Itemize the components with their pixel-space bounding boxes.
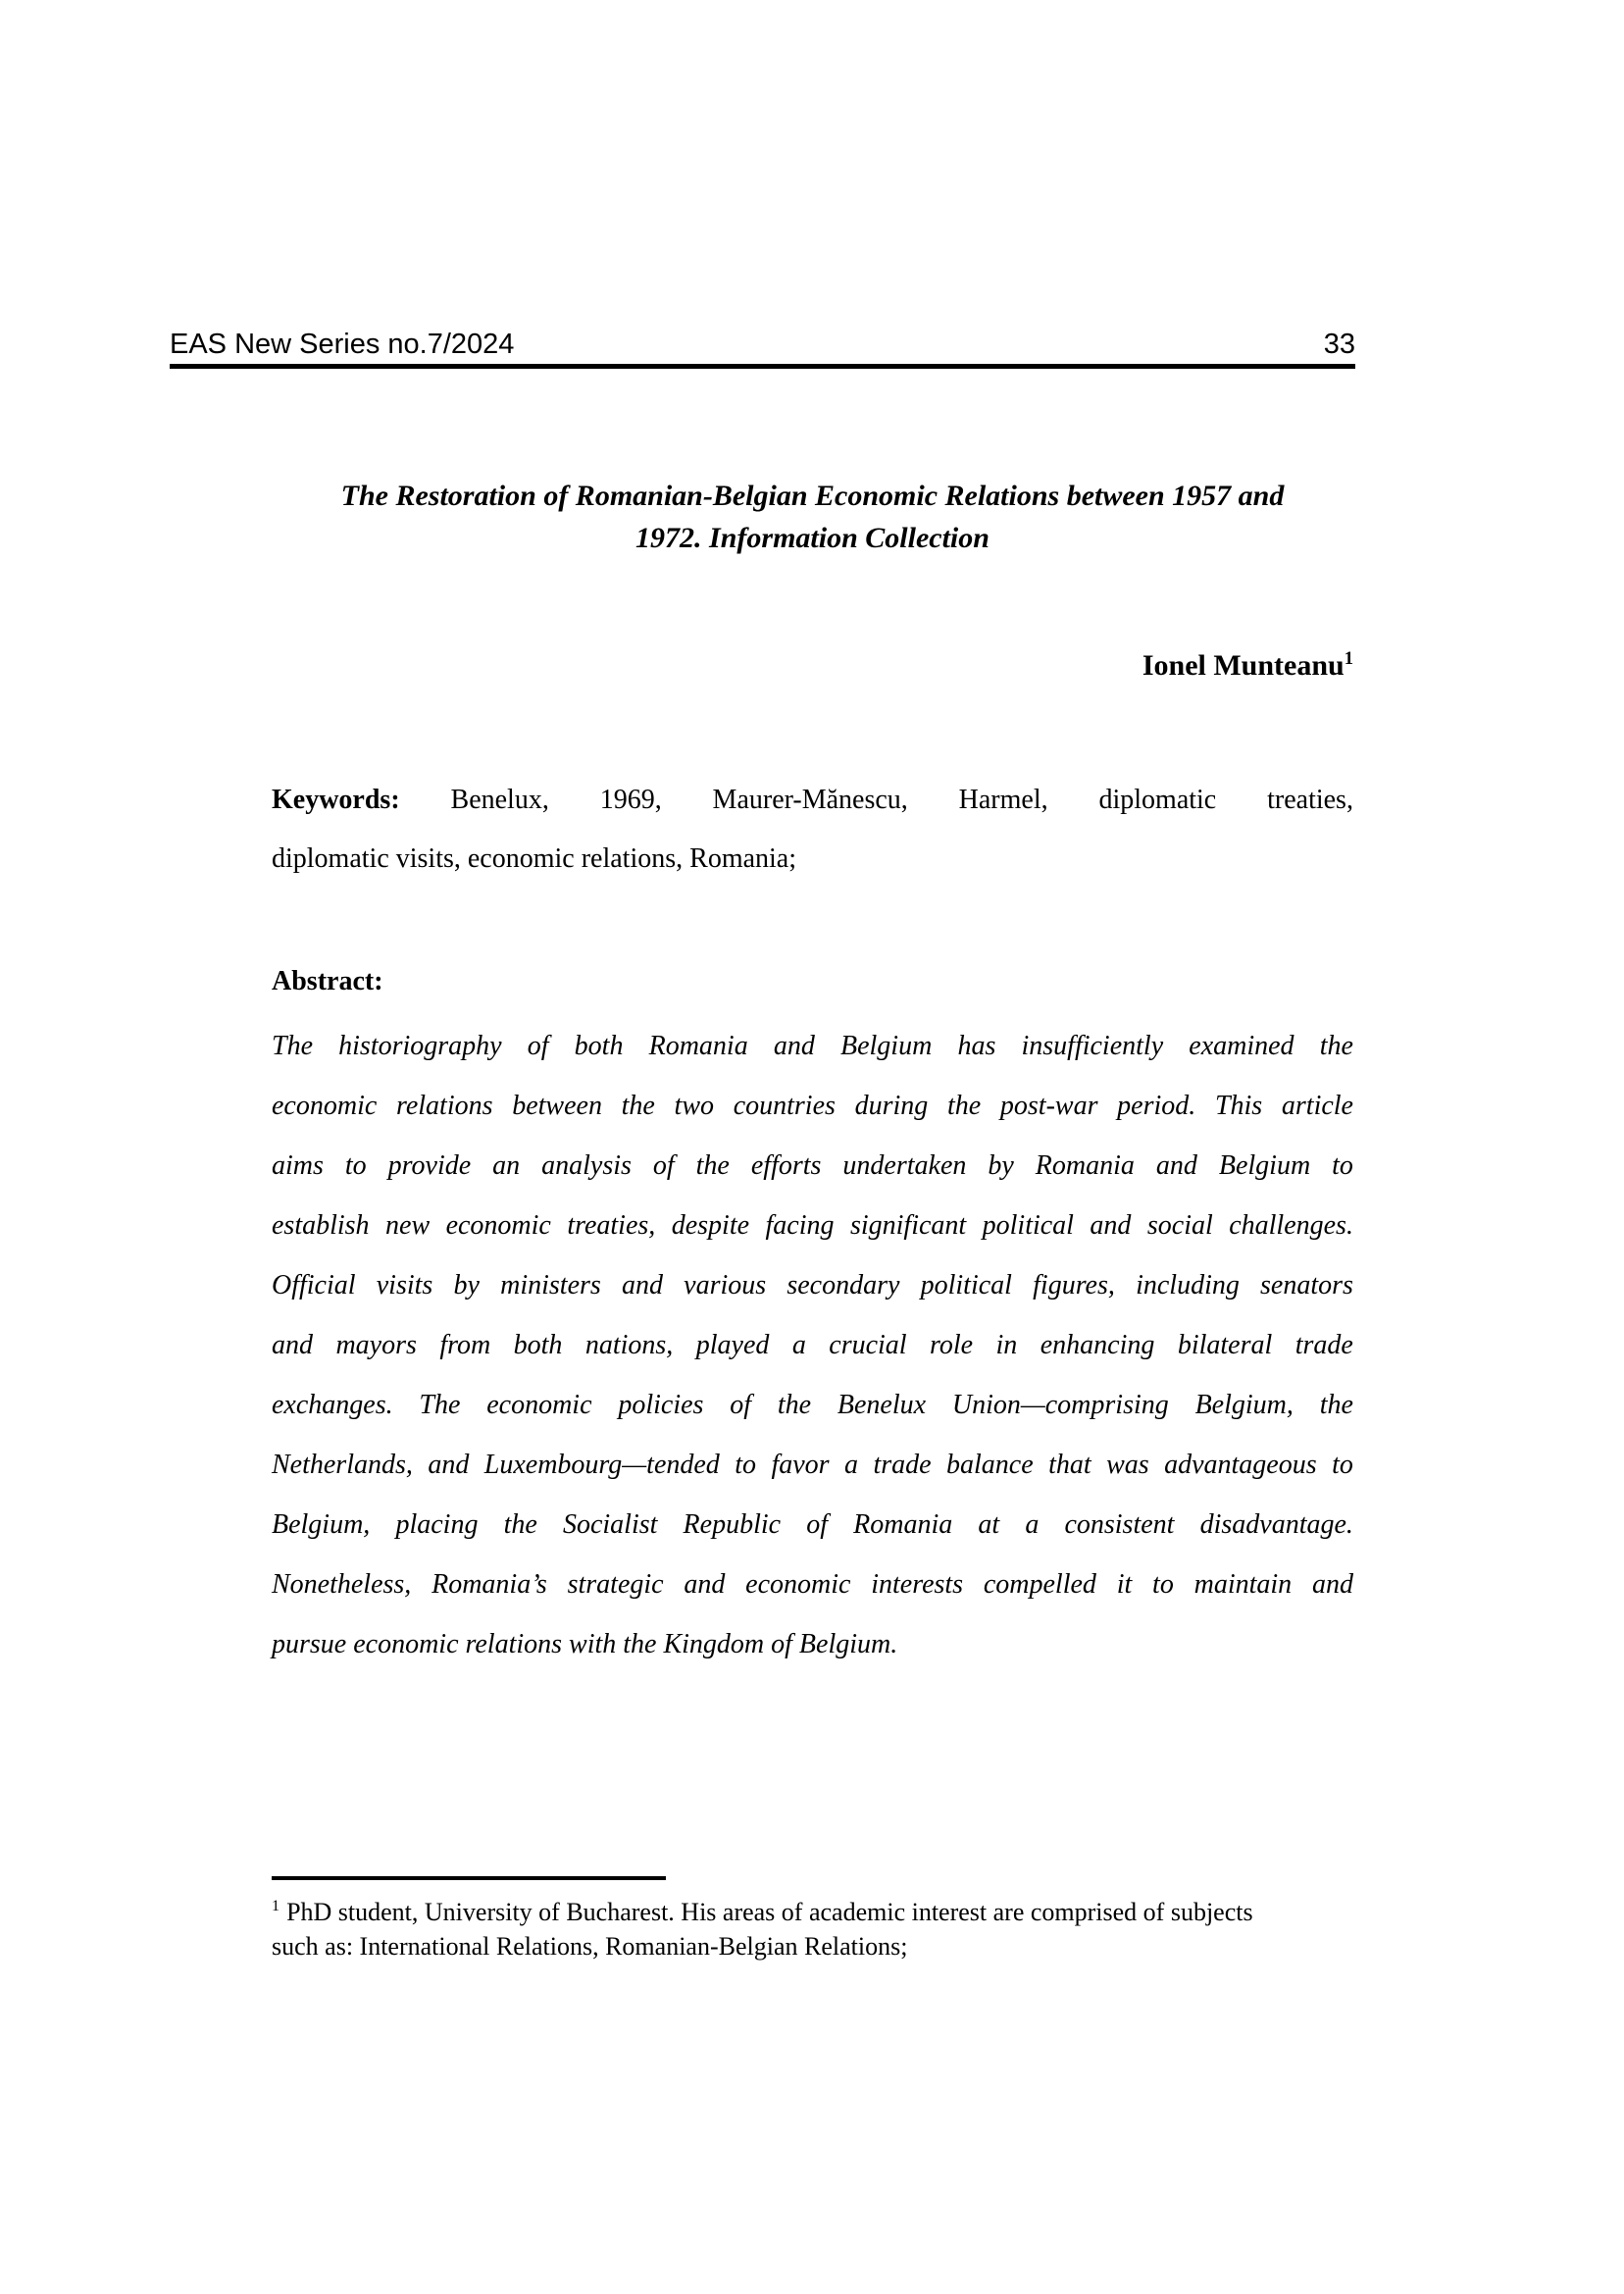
article-title (272, 475, 1353, 559)
abstract-line: and mayors from both nations, played a crucial role in enhancing bilateral trade (272, 1330, 1353, 1360)
abstract-line: Netherlands, and Luxembourg—tended to favor a trade balance that was advantageous to (272, 1450, 1353, 1480)
abstract-line: aims to provide an analysis of the efforts undertaken by Romania and Belgium to (272, 1150, 1353, 1181)
author-line (272, 644, 1353, 688)
abstract-line: Official visits by ministers and various secondary political figures, including senators (272, 1270, 1353, 1300)
abstract-line: exchanges. The economic policies of the Benelux Union—comprising Belgium, the (272, 1390, 1353, 1420)
keywords-line: diplomatic visits, economic relations, Romania; (272, 843, 797, 874)
footnote-line (272, 1895, 1353, 1929)
author-name: Ionel Munteanu (1142, 649, 1345, 682)
page-header (170, 327, 1355, 369)
keywords-line: Keywords: Benelux, 1969, Maurer-Mănescu, Harmel, diplomatic treaties, (272, 785, 1353, 815)
article-title-line: 1972. Information Collection (635, 522, 990, 554)
abstract-last-line: pursue economic relations with the Kingdom of Belgium. (272, 1629, 898, 1659)
abstract-line: Nonetheless, Romania’s strategic and economic interests compelled it to maintain and (272, 1569, 1353, 1600)
author-footnote-ref: 1 (1344, 648, 1353, 669)
journal-title: EAS New Series no.7/2024 (170, 329, 515, 360)
footnote-line: such as: International Relations, Romanian-Belgian Relations; (272, 1932, 908, 1961)
abstract-line: The historiography of both Romania and Belgium has insufficiently examined the (272, 1031, 1353, 1061)
footnote-text: PhD student, University of Bucharest. His areas of academic interest are comprised of subjects (286, 1898, 1253, 1926)
footnote-marker: 1 (272, 1898, 280, 1915)
article-title-line: The Restoration of Romanian-Belgian Economic Relations between 1957 and (340, 480, 1285, 512)
footnote-block (272, 1895, 1353, 1963)
abstract-label: Abstract: (272, 966, 383, 996)
keywords-block (272, 771, 1353, 889)
abstract-line: establish new economic treaties, despite facing significant political and social challenges. (272, 1210, 1353, 1241)
abstract-line: Belgium, placing the Socialist Republic of Romania at a consistent disadvantage. (272, 1509, 1353, 1540)
abstract-line: economic relations between the two countries during the post-war period. This article (272, 1091, 1353, 1121)
page-number: 33 (1323, 329, 1355, 360)
footnote-separator (272, 1876, 666, 1880)
abstract-body (272, 1016, 1353, 1674)
